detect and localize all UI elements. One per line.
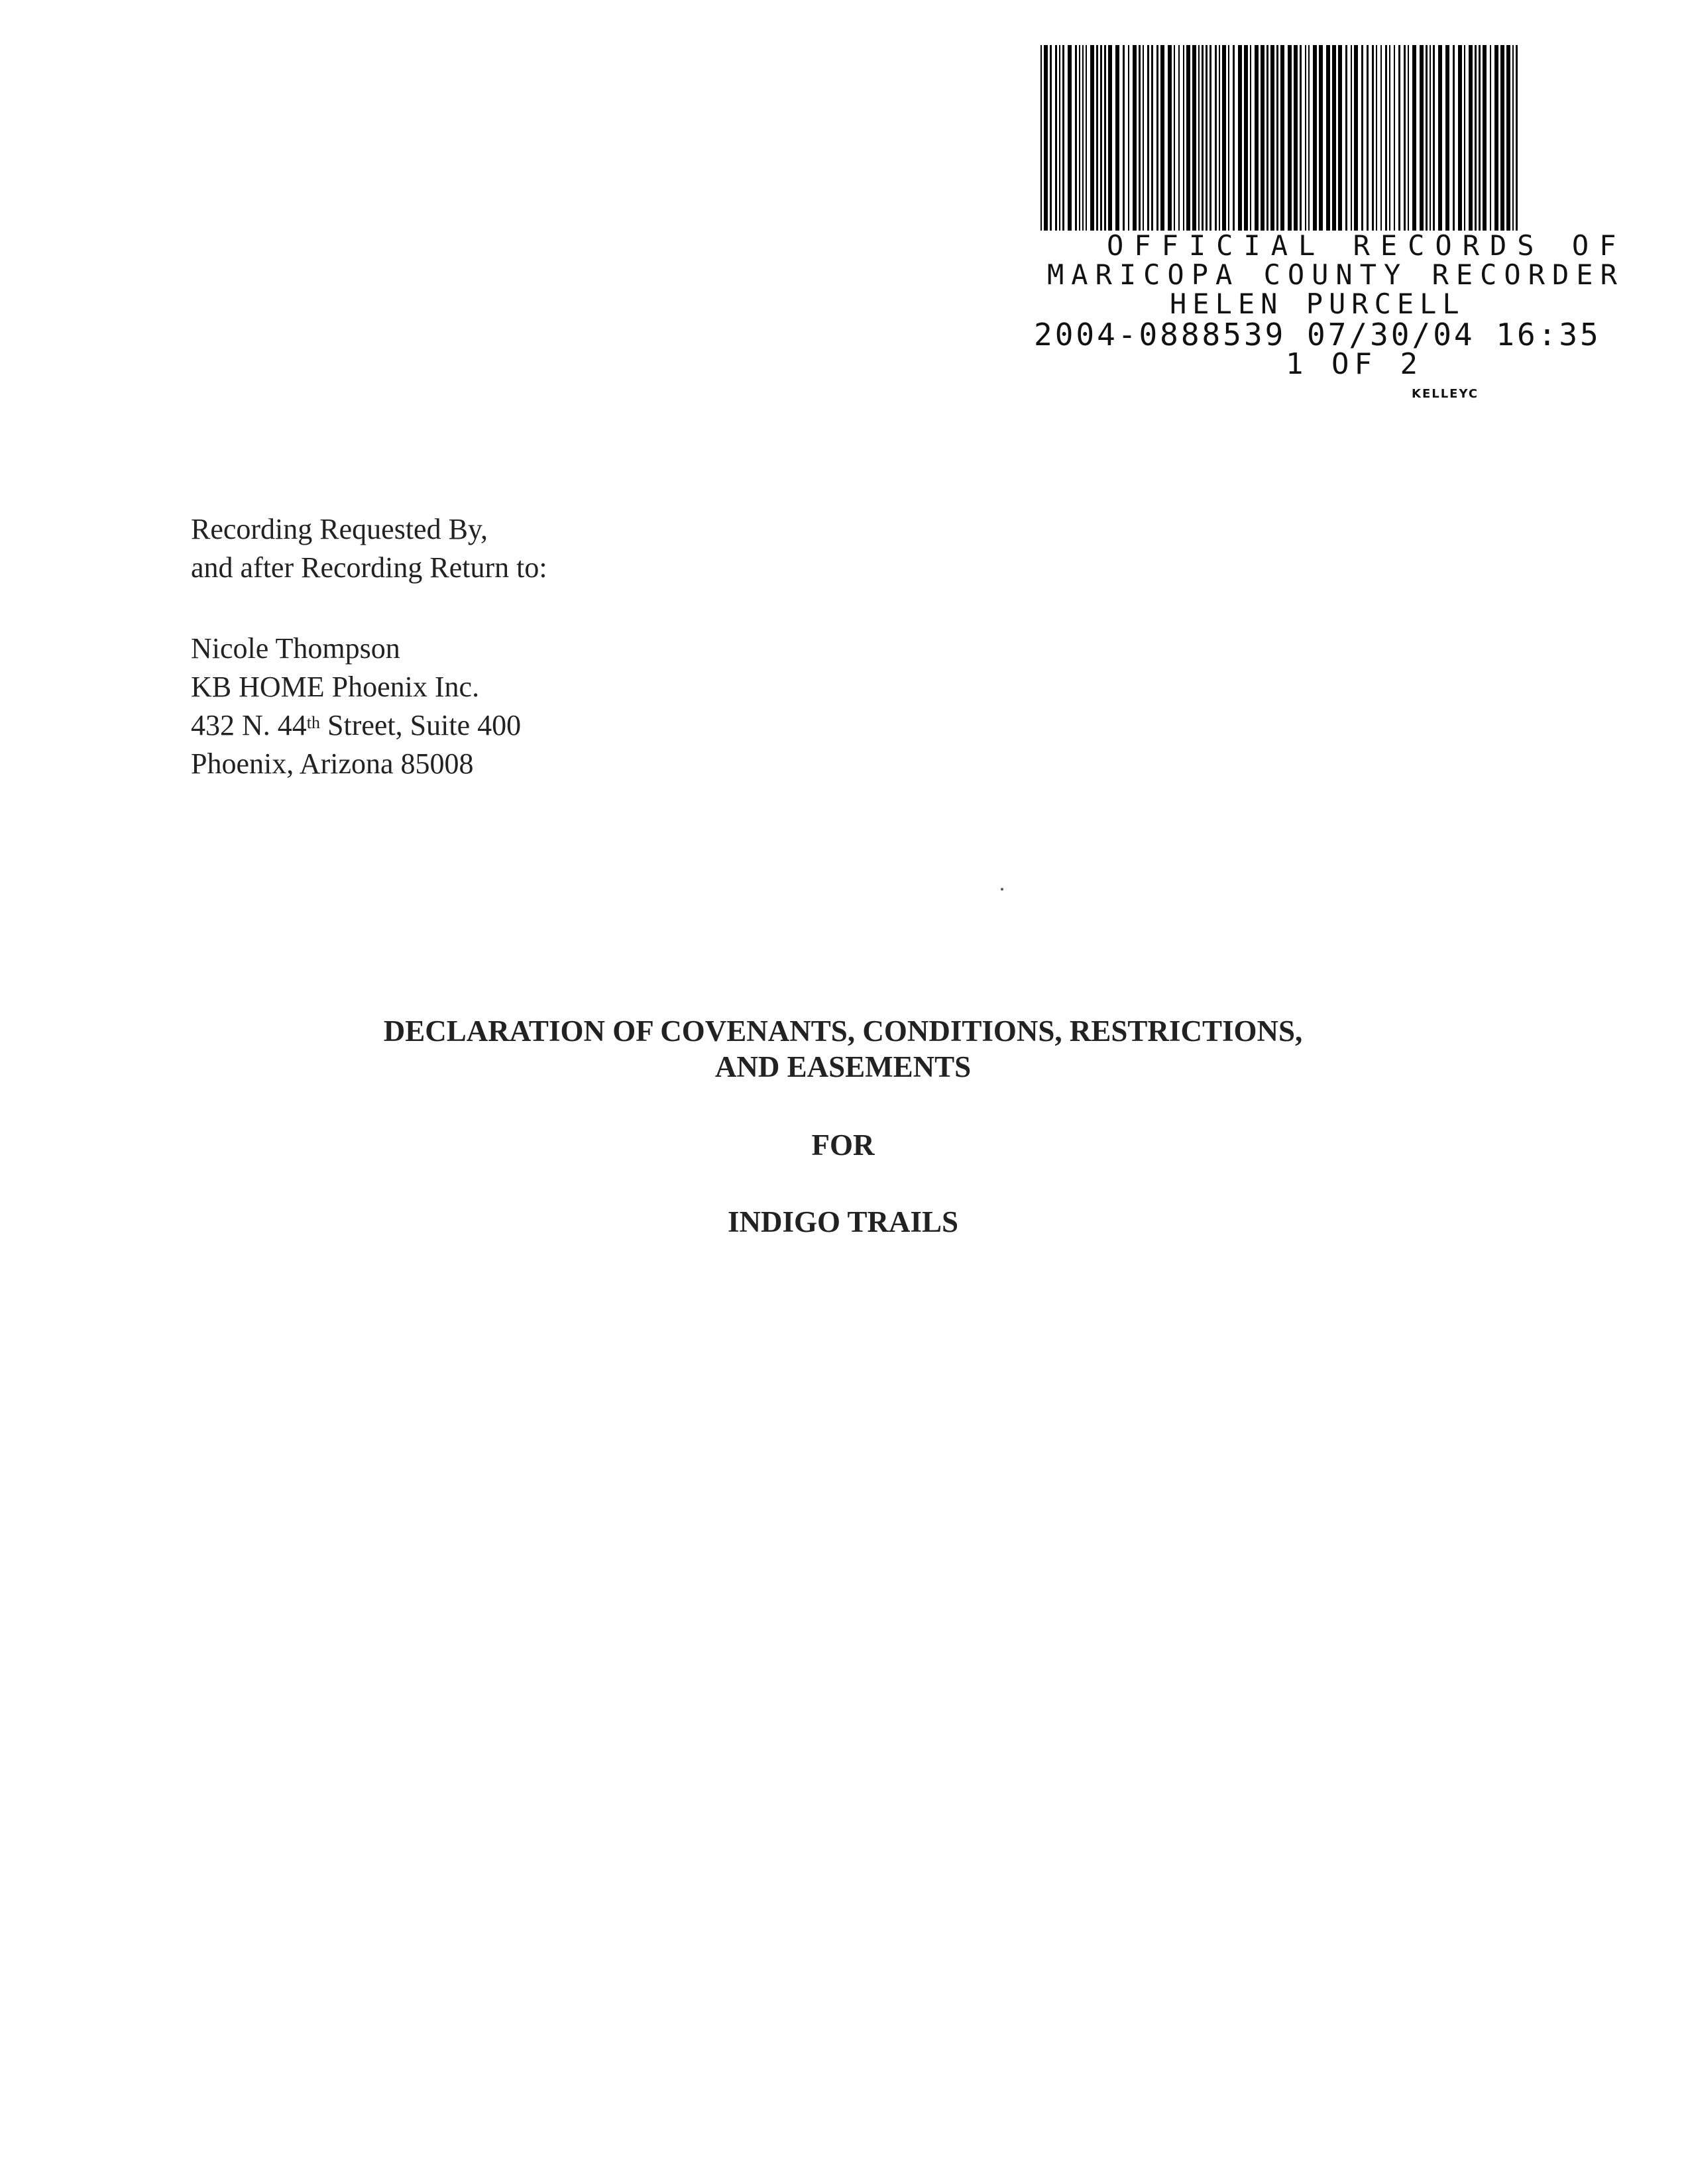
barcode-bar xyxy=(1319,45,1323,231)
document-title-line-1: DECLARATION OF COVENANTS, CONDITIONS, RESTRICTIONS, xyxy=(383,1014,1303,1048)
barcode-bar xyxy=(1168,45,1172,231)
stamp-line-page-count: 1 OF 2 xyxy=(1286,347,1423,381)
barcode-bar xyxy=(1178,45,1180,231)
barcode-bar xyxy=(1372,45,1374,231)
barcode-bar xyxy=(1086,45,1087,231)
street-address xyxy=(191,706,521,745)
stamp-line-county-recorder: MARICOPA COUNTY RECORDER xyxy=(1047,258,1624,291)
barcode-bar xyxy=(1100,45,1102,231)
barcode-bar xyxy=(1133,45,1137,231)
street-ordinal-suffix: th xyxy=(306,713,321,732)
barcode-bar xyxy=(1305,45,1306,231)
barcode-bar xyxy=(1308,45,1310,231)
barcode-bar xyxy=(1380,45,1382,231)
barcode-bar xyxy=(1096,45,1098,231)
barcode-bar xyxy=(1376,45,1377,231)
barcode-bar xyxy=(1458,45,1462,231)
street-number: 432 N. 44 xyxy=(191,709,307,741)
barcode-bar xyxy=(1270,45,1274,231)
barcode-bar xyxy=(1475,45,1477,231)
barcode-bar xyxy=(1506,45,1510,231)
barcode-bar xyxy=(1420,45,1424,231)
barcode-bar xyxy=(1361,45,1363,231)
barcode-bar xyxy=(1075,45,1077,231)
barcode-bar xyxy=(1219,45,1220,231)
barcode-bar xyxy=(1294,45,1298,231)
barcode-bar xyxy=(1209,45,1211,231)
barcode-bar xyxy=(1345,45,1347,231)
stamp-line-recorder-name: HELEN PURCELL xyxy=(1170,288,1465,320)
barcode-bar xyxy=(1354,45,1358,231)
barcode-bar xyxy=(1332,45,1336,231)
barcode-bar xyxy=(1300,45,1302,231)
barcode-bar xyxy=(1280,45,1284,231)
barcode-bar xyxy=(1174,45,1175,231)
document-title-for: FOR xyxy=(811,1128,875,1162)
barcode-bar xyxy=(1326,45,1330,231)
barcode-bar xyxy=(1385,45,1387,231)
barcode-bar xyxy=(1050,45,1052,231)
barcode-bar xyxy=(1139,45,1141,231)
barcode-bar xyxy=(1516,45,1518,231)
barcode-bar xyxy=(1438,45,1442,231)
barcode-bar xyxy=(1123,45,1125,231)
stamp-line-record-number: 2004-0888539 07/30/04 16:35 xyxy=(1034,317,1601,353)
stamp-line-official-records: OFFICIAL RECORDS OF xyxy=(1107,229,1627,262)
barcode-bar xyxy=(1090,45,1094,231)
barcode-bar xyxy=(1398,45,1400,231)
barcode-bar xyxy=(1044,45,1048,231)
barcode-bar xyxy=(1453,45,1455,231)
barcode-bar xyxy=(1068,45,1072,231)
barcode-bar xyxy=(1408,45,1409,231)
barcode-bar xyxy=(1233,45,1235,231)
barcode-bar xyxy=(1404,45,1406,231)
company-name: KB HOME Phoenix Inc. xyxy=(191,671,480,703)
barcode-bar xyxy=(1104,45,1106,231)
barcode-bar xyxy=(1394,45,1395,231)
barcode-bar xyxy=(1430,45,1431,231)
barcode-bar xyxy=(1183,45,1184,231)
barcode-bar xyxy=(1055,45,1057,231)
contact-name: Nicole Thompson xyxy=(191,632,400,665)
barcode-bar xyxy=(1255,45,1259,231)
barcode-bar xyxy=(1469,45,1473,231)
recording-request-block xyxy=(191,510,547,587)
city-state-zip: Phoenix, Arizona 85008 xyxy=(191,747,474,780)
barcode-bar xyxy=(1500,45,1504,231)
recording-requested-line: Recording Requested By, xyxy=(191,513,488,545)
barcode-bar xyxy=(1082,45,1084,231)
barcode-bar xyxy=(1433,45,1435,231)
barcode-bar xyxy=(1483,45,1487,231)
barcode-bar xyxy=(1250,45,1251,231)
barcode-bar xyxy=(1151,45,1153,231)
barcode-bar xyxy=(1479,45,1481,231)
barcode-bar xyxy=(1426,45,1428,231)
barcode-bar xyxy=(1288,45,1292,231)
barcode-bar xyxy=(1494,45,1498,231)
barcode-bar xyxy=(1156,45,1158,231)
street-remainder: Street, Suite 400 xyxy=(320,709,522,741)
barcode-bar xyxy=(1367,45,1369,231)
barcode-bar xyxy=(1128,45,1129,231)
barcode-bar xyxy=(1313,45,1317,231)
barcode-bar xyxy=(1079,45,1080,231)
barcode-bar xyxy=(1412,45,1416,231)
barcode-bar xyxy=(1206,45,1208,231)
barcode-bar xyxy=(1244,45,1248,231)
barcode-bar xyxy=(1338,45,1342,231)
barcode-bar xyxy=(1266,45,1268,231)
barcode-bar xyxy=(1228,45,1229,231)
barcode-bar xyxy=(1059,45,1060,231)
barcode-bar xyxy=(1147,45,1149,231)
barcode-bar xyxy=(1198,45,1200,231)
barcode-bar xyxy=(1238,45,1242,231)
return-to-line: and after Recording Return to: xyxy=(191,551,547,584)
barcode-bar xyxy=(1389,45,1390,231)
barcode-bar xyxy=(1445,45,1449,231)
barcode-bar xyxy=(1143,45,1144,231)
barcode-bar xyxy=(1261,45,1264,231)
barcode-bar xyxy=(1115,45,1119,231)
barcode-bar xyxy=(1215,45,1217,231)
document-title-subdivision: INDIGO TRAILS xyxy=(727,1205,959,1238)
barcode-bar xyxy=(1202,45,1204,231)
barcode-bar xyxy=(1276,45,1278,231)
barcode-bar xyxy=(1351,45,1352,231)
stamp-clerk-id: KELLEYC xyxy=(1412,387,1479,401)
barcode-bar xyxy=(1222,45,1226,231)
barcode-bar xyxy=(1192,45,1196,231)
scan-speck xyxy=(1001,888,1003,891)
barcode-image xyxy=(1040,45,1524,231)
barcode-bar xyxy=(1062,45,1064,231)
barcode-bar xyxy=(1160,45,1164,231)
document-title-line-2: AND EASEMENTS xyxy=(714,1050,972,1083)
barcode-bar xyxy=(1490,45,1491,231)
barcode-bar xyxy=(1186,45,1190,231)
barcode-bar xyxy=(1108,45,1112,231)
return-address-block xyxy=(191,629,521,783)
barcode-bar xyxy=(1464,45,1465,231)
barcode-bar xyxy=(1040,45,1042,231)
barcode-bar xyxy=(1512,45,1514,231)
